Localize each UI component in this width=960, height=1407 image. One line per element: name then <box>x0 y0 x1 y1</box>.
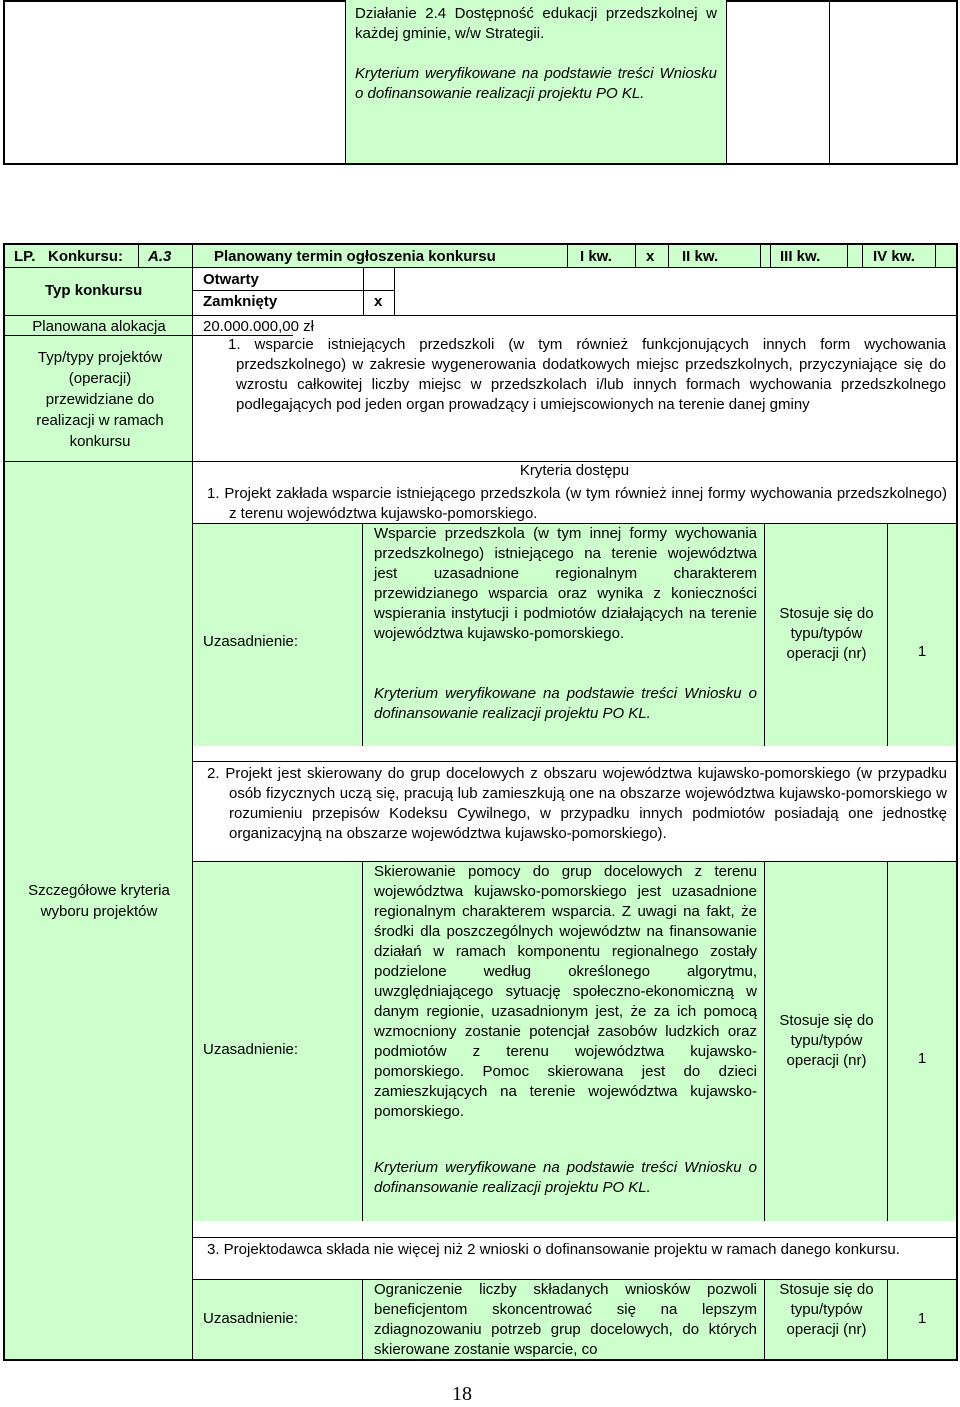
kryterium-3-uzasadnienie: Ograniczenie liczby składanych wniosków pozwoli beneficjentom skoncentrować się na lepszym zdiagnozowaniu potrzeb grup docelowych, do których skierowane zostanie wsparcie, co <box>374 1281 757 1358</box>
konkurs-id: A.3 <box>148 248 172 265</box>
divider-q4 <box>862 245 863 267</box>
page-number: 18 <box>452 1383 472 1405</box>
kryterium-3-uzasadnienie-label: Uzasadnienie: <box>203 1310 299 1327</box>
kryterium-1-nr: 1 <box>917 643 927 660</box>
kryterium-2-nr: 1 <box>917 1050 927 1067</box>
alokacja-row-bottom <box>193 316 293 336</box>
kryterium-2-stosuje: Stosuje się do typu/typów operacji (nr) <box>779 1012 874 1069</box>
kryterium-1-uzasadnienie-label: Uzasadnienie: <box>203 633 299 650</box>
kryteria-header: Kryteria dostępu <box>519 462 630 479</box>
kryterium-1-text: 1. Projekt zakłada wsparcie istniejącego przedszkola (w tym również innej formy wychowania przedszkolnego) z terenu województwa kujawsko-pomorskiego. <box>207 485 947 522</box>
quarter-2: II kw. <box>682 248 719 265</box>
kryteria-section-label: Szczegółowe kryteria wyboru projektów <box>28 882 170 920</box>
kryterium-3-text: 3. Projektodawca składa nie więcej niż 2 wnioski o dofinansowanie projektu w ramach danego konkursu. <box>207 1241 900 1258</box>
divider-q1 <box>567 245 568 267</box>
termin-label: Planowany termin ogłoszenia konkursu <box>214 248 496 265</box>
dzialanie-text: Działanie 2.4 Dostępność edukacji przedszkolnej w każdej gminie, w/w Strategii. <box>355 5 717 42</box>
kryterium-1-kryterium: Kryterium weryfikowane na podstawie treści Wniosku o dofinansowanie realizacji projektu PO KL. <box>374 685 757 722</box>
top-right-divider <box>727 0 830 163</box>
konkurs-id-divider <box>138 245 193 267</box>
kryterium-1-stosuje: Stosuje się do typu/typów operacji (nr) <box>779 605 874 662</box>
kryterium-3-stosuje: Stosuje się do typu/typów operacji (nr) <box>779 1281 874 1338</box>
typy-projektow-item: 1. wsparcie istniejących przedszkoli (w tym również funkcjonujących innych form wychowania przedszkolnego) w zakresie wygenerowania dodatkowych miejsc przedszkolnych, przyczyniające się do wzrostu całkowitej liczby miejsc w przedszkolach i/lub innych formach wychowania przedszkolnego podlegających pod jeden organ prowadzący i umiejscowionych na terenie danej gminy <box>228 336 946 413</box>
divider-q1-mark <box>635 245 636 267</box>
kryterium-1-bottom <box>193 746 956 762</box>
quarter-1-mark: x <box>646 248 655 265</box>
kryterium-1-uzasadnienie: Wsparcie przedszkola (w tym innej formy wychowania przedszkolnego) istniejącego na terenie województwa jest uzasadnione regionalnym charakterem przewidzianego wsparcia oraz wynika z konieczności wspierania instytucji i podmiotów działających na terenie województwa kujawsko-pomorskiego. <box>374 525 757 642</box>
divider-q3 <box>770 245 771 267</box>
zamkniety-mark: x <box>374 293 383 310</box>
lp-label: LP. <box>14 248 36 265</box>
quarter-1: I kw. <box>580 248 612 265</box>
otwarty-label: Otwarty <box>203 271 259 288</box>
kryterium-2-kryterium: Kryterium weryfikowane na podstawie treści Wniosku o dofinansowanie realizacji projektu PO KL. <box>374 1159 757 1196</box>
kryterium-3-nr: 1 <box>917 1310 927 1327</box>
divider-q2 <box>668 245 669 267</box>
alokacja-label: Planowana alokacja <box>32 318 166 335</box>
zamkniety-label: Zamknięty <box>203 293 278 310</box>
typy-row-bottom <box>193 336 956 462</box>
divider-q2-blank <box>760 245 761 267</box>
alokacja-value: 20.000.000,00 zł <box>203 318 314 335</box>
typ-konkursu-label: Typ konkursu <box>45 282 143 299</box>
top-kryterium-text: Kryterium weryfikowane na podstawie treści Wniosku o dofinansowanie realizacji projektu PO KL. <box>355 65 717 102</box>
typy-projektow-label: Typ/typy projektów (operacji) przewidziane do realizacji w ramach konkursu <box>36 348 164 450</box>
kryterium-2-uzasadnienie-label: Uzasadnienie: <box>203 1041 299 1058</box>
konkursu-label: Konkursu: <box>48 248 123 265</box>
kryterium-2-text: 2. Projekt jest skierowany do grup docelowych z obszaru województwa kujawsko-pomorskiego (w przypadku osób fizycznych uczą się, pracują lub zamieszkują one na obszarze województwa kujawsko-pomorskiego w rozumieniu przepisów Kodeksu Cywilnego, w przypadku innych podmiotów posiadają one jednostkę organizacyjną na obszarze województwa kujawsko-pomorskiego). <box>207 765 947 842</box>
quarter-4: IV kw. <box>873 248 915 265</box>
typ-row-bottom <box>193 290 956 316</box>
quarter-3: III kw. <box>780 248 821 265</box>
kryterium-2-uzasadnienie: Skierowanie pomocy do grup docelowych z terenu województwa kujawsko-pomorskiego jest uzasadnione regionalnym charakterem wsparcia. Z uwagi na fakt, że środki dla poszczególnych województw na finansowanie działań w ramach komponentu regionalnego zostały podzielone według określonego algorytmu, uwzględniającego sytuację społeczno-ekonomiczną w danym regionie, uzasadnionym jest, że za ich pomocą wzmocniony zostanie potencjał zasobów ludzkich oraz podmiotów z terenu województwa kujawsko-pomorskiego. Pomoc skierowana jest do dzieci zamieszkujących na terenie województwa kujawsko-pomorskiego. <box>374 863 757 1120</box>
divider-q4-blank <box>935 245 936 267</box>
otwarty-box <box>363 268 395 291</box>
kryterium-2-bottom <box>193 1221 956 1238</box>
divider-q3-blank <box>847 245 848 267</box>
